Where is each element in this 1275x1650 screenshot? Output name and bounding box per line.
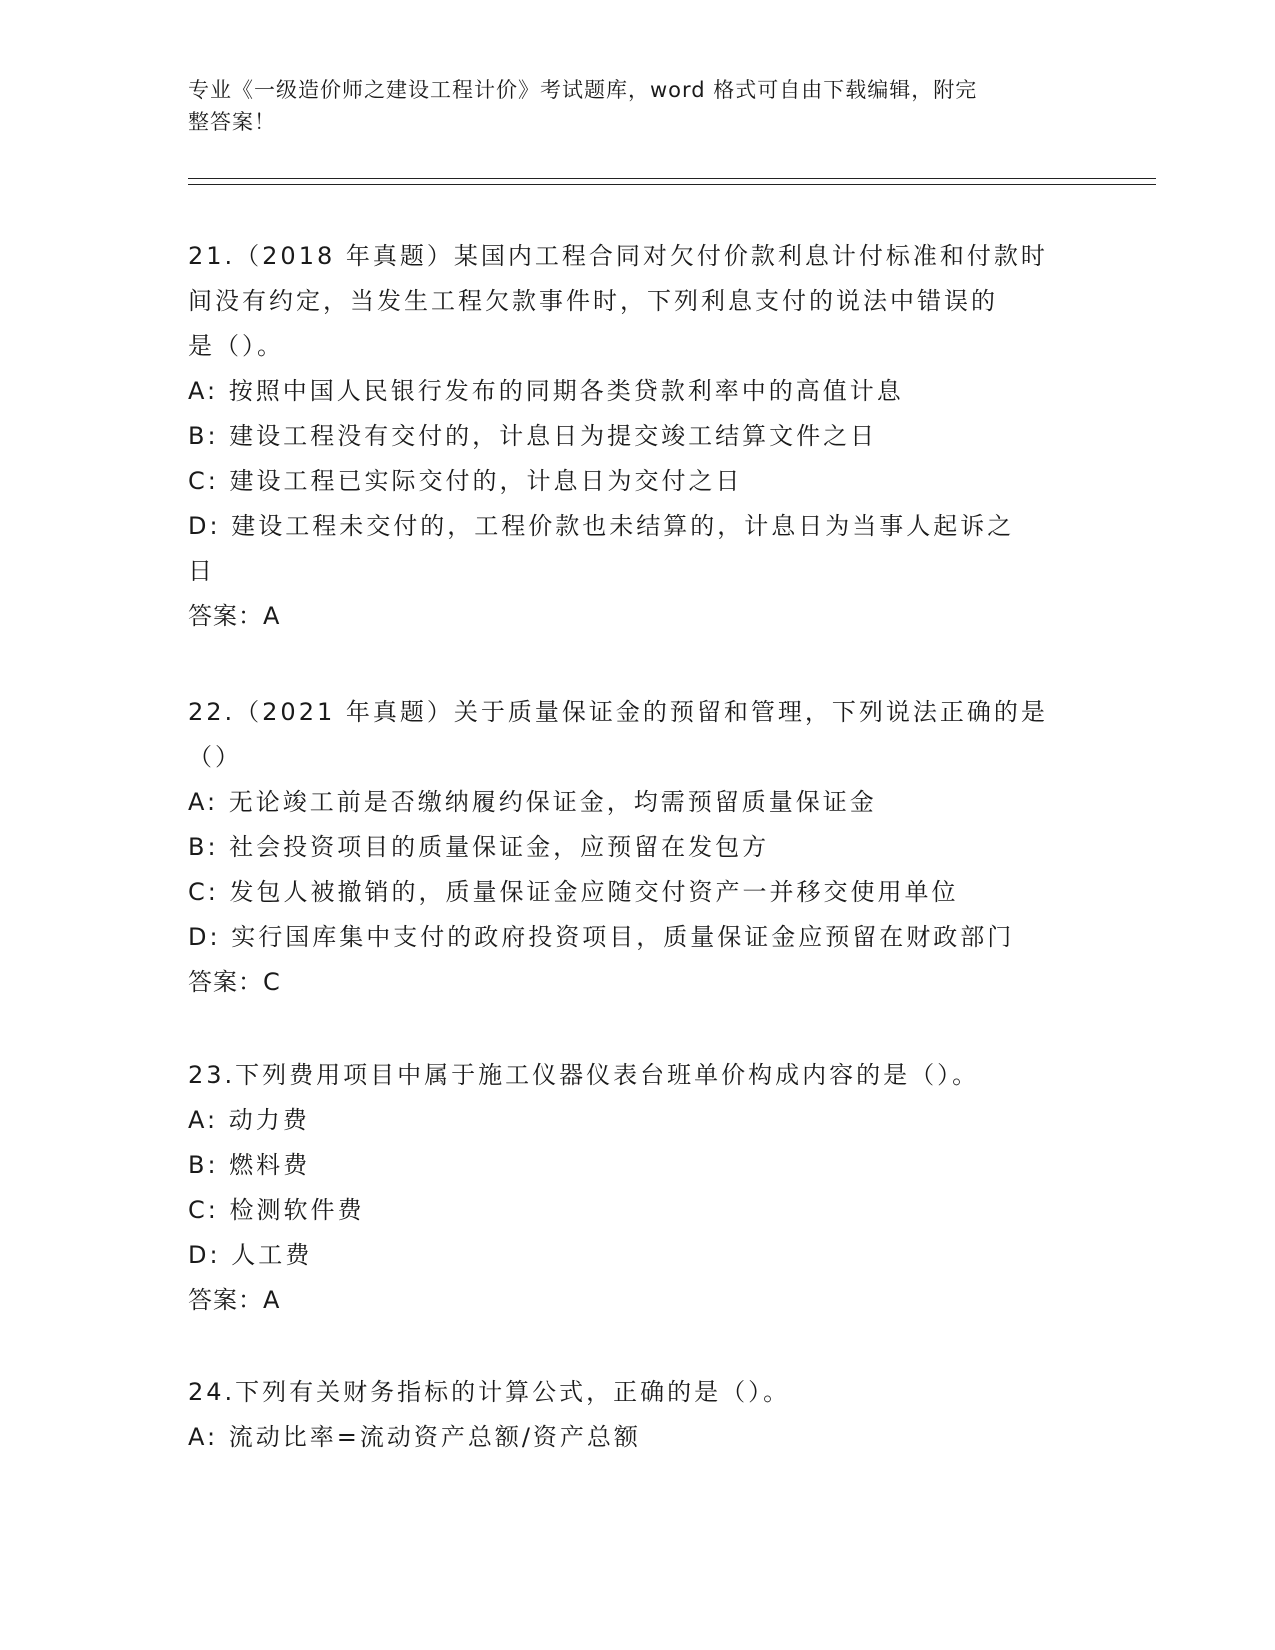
question-text-line: （） xyxy=(188,743,242,771)
question-23 xyxy=(188,1053,1088,1323)
question-text-line: 间没有约定，当发生工程欠款事件时，下列利息支付的说法中错误的 xyxy=(188,287,998,315)
option-b: B: 建设工程没有交付的，计息日为提交竣工结算文件之日 xyxy=(188,422,878,450)
option-b: B: 社会投资项目的质量保证金，应预留在发包方 xyxy=(188,833,770,861)
question-22 xyxy=(188,690,1088,1005)
option-a: A: 无论竣工前是否缴纳履约保证金，均需预留质量保证金 xyxy=(188,788,877,816)
answer: 答案：A xyxy=(188,602,281,630)
answer: 答案：C xyxy=(188,968,281,996)
option-c: C: 建设工程已实际交付的，计息日为交付之日 xyxy=(188,467,743,495)
option-d: D: 建设工程未交付的，工程价款也未结算的，计息日为当事人起诉之 xyxy=(188,512,1015,540)
question-text-line: 22.（2021 年真题）关于质量保证金的预留和管理，下列说法正确的是 xyxy=(188,698,1048,726)
question-text-line: 24.下列有关财务指标的计算公式，正确的是（）。 xyxy=(188,1378,791,1406)
answer: 答案：A xyxy=(188,1286,281,1314)
option-a: A: 流动比率=流动资产总额/资产总额 xyxy=(188,1423,641,1451)
question-21 xyxy=(188,234,1088,639)
option-a: A: 按照中国人民银行发布的同期各类贷款利率中的高值计息 xyxy=(188,377,904,405)
option-d-continued: 日 xyxy=(188,557,215,585)
document-header xyxy=(188,74,1088,138)
option-d: D: 人工费 xyxy=(188,1241,313,1269)
option-c: C: 检测软件费 xyxy=(188,1196,365,1224)
option-d: D: 实行国库集中支付的政府投资项目，质量保证金应预留在财政部门 xyxy=(188,923,1015,951)
question-text-line: 是（）。 xyxy=(188,332,284,360)
option-a: A: 动力费 xyxy=(188,1106,310,1134)
option-c: C: 发包人被撤销的，质量保证金应随交付资产一并移交使用单位 xyxy=(188,878,959,906)
header-line-2: 整答案！ xyxy=(188,110,276,134)
header-divider xyxy=(188,178,1156,185)
question-text-line: 23.下列费用项目中属于施工仪器仪表台班单价构成内容的是（）。 xyxy=(188,1061,980,1089)
header-line-1: 专业《一级造价师之建设工程计价》考试题库，word 格式可自由下载编辑，附完 xyxy=(188,78,978,102)
question-24 xyxy=(188,1370,1088,1460)
option-b: B: 燃料费 xyxy=(188,1151,311,1179)
question-text-line: 21.（2018 年真题）某国内工程合同对欠付价款利息计付标准和付款时 xyxy=(188,242,1048,270)
